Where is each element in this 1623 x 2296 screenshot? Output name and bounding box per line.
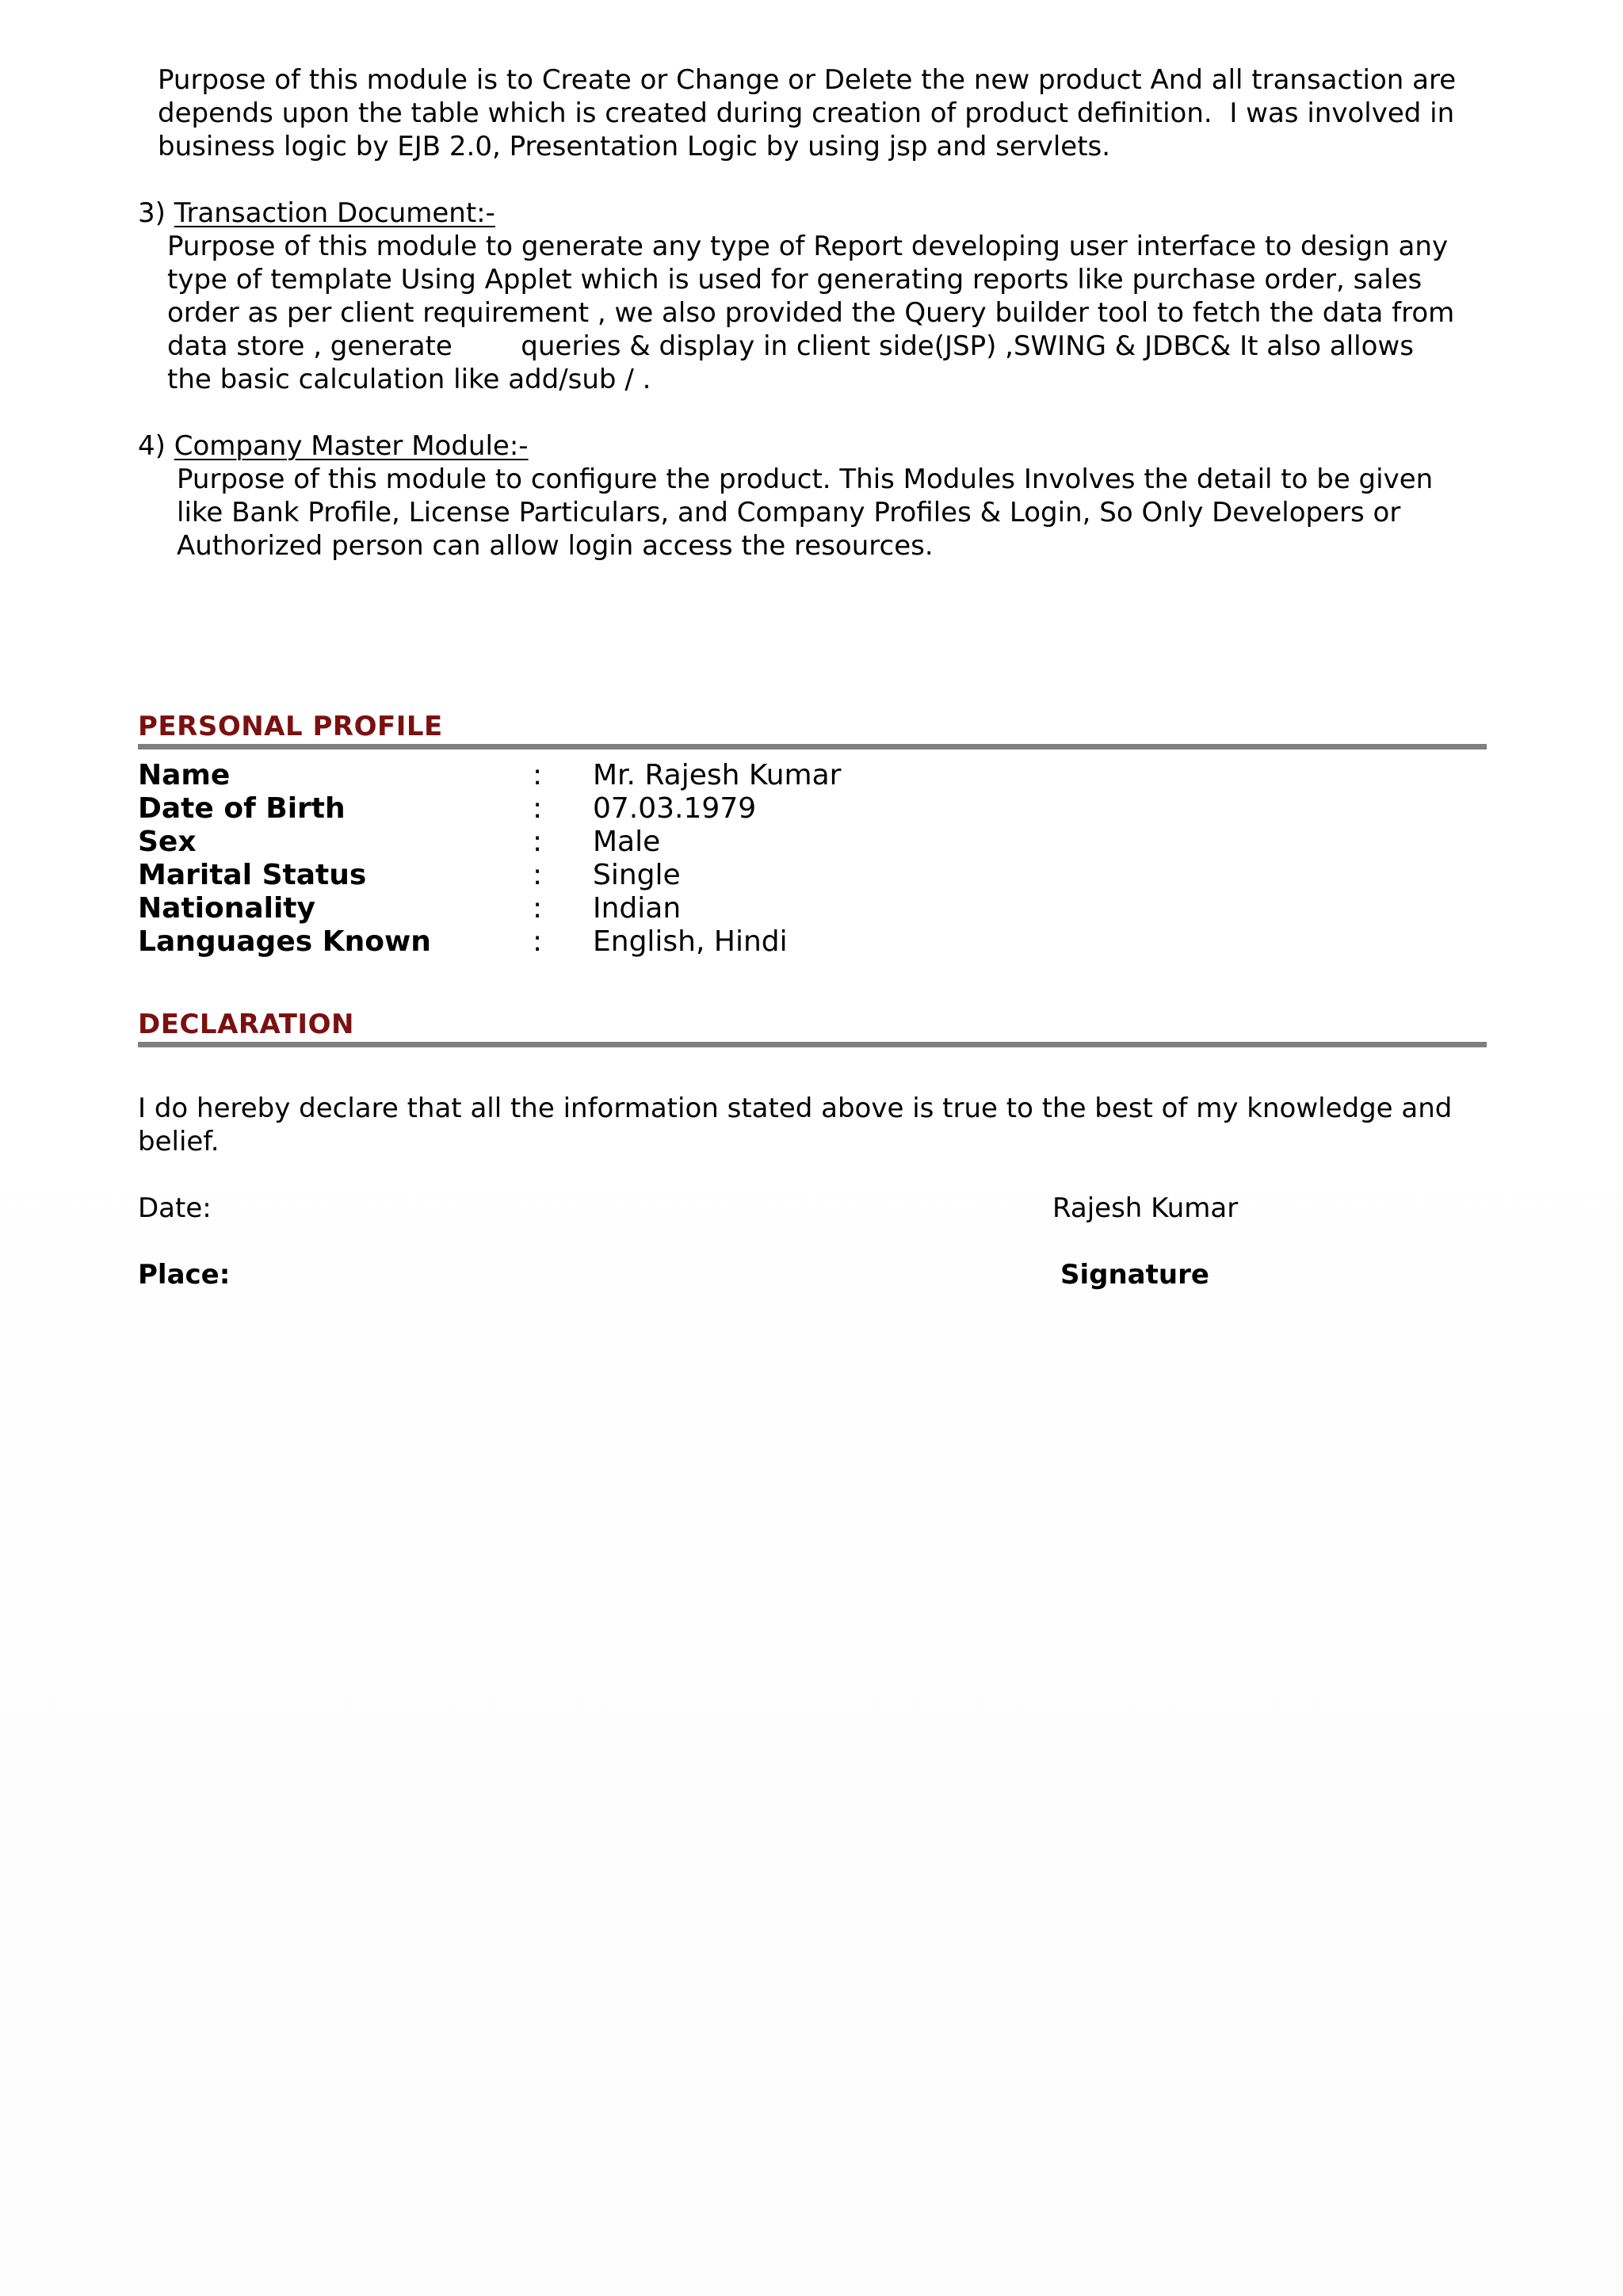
- profile-value: Single: [593, 859, 681, 891]
- module-4-number: 4): [138, 430, 174, 462]
- module-3-number: 3): [138, 197, 174, 229]
- profile-separator: :: [533, 759, 543, 791]
- module-4-heading: [138, 429, 529, 463]
- section-divider: [138, 744, 1487, 749]
- profile-value: Male: [593, 826, 661, 858]
- profile-label: Name: [138, 759, 231, 791]
- module-4-title: Company Master Module:-: [174, 430, 529, 462]
- profile-value: Mr. Rajesh Kumar: [593, 759, 842, 791]
- profile-label: Sex: [138, 826, 197, 858]
- date-label: Date:: [138, 1192, 212, 1224]
- profile-separator: :: [533, 925, 543, 958]
- paragraph-line: Purpose of this module is to Create or Change or Delete the new product And all transaction are: [158, 64, 1457, 96]
- profile-separator: :: [533, 892, 543, 925]
- profile-value: Indian: [593, 892, 682, 925]
- profile-separator: :: [533, 826, 543, 858]
- module-3-title: Transaction Document:-: [174, 197, 495, 229]
- profile-value: 07.03.1979: [593, 792, 757, 825]
- module-3-heading: [138, 196, 495, 230]
- paragraph-line: business logic by EJB 2.0, Presentation Logic by using jsp and servlets.: [158, 131, 1111, 162]
- profile-label: Nationality: [138, 892, 315, 925]
- section-divider: [138, 1042, 1487, 1047]
- paragraph-line: depends upon the table which is created during creation of product definition. I was involved in: [158, 97, 1455, 129]
- place-label: Place:: [138, 1259, 231, 1291]
- paragraph-line: order as per client requirement , we also provided the Query builder tool to fetch the data from: [167, 297, 1455, 329]
- personal-profile-heading: PERSONAL PROFILE: [138, 711, 443, 742]
- paragraph-line: Purpose of this module to generate any type of Report developing user interface to design any: [167, 231, 1449, 262]
- profile-separator: :: [533, 792, 543, 825]
- paragraph-line: Purpose of this module to configure the product. This Modules Involves the detail to be given: [177, 463, 1434, 495]
- profile-separator: :: [533, 859, 543, 891]
- profile-label: Marital Status: [138, 859, 367, 891]
- declaration-line: belief.: [138, 1126, 220, 1158]
- paragraph-line: type of template Using Applet which is used for generating reports like purchase order, sales: [167, 264, 1423, 296]
- declaration-line: I do hereby declare that all the information stated above is true to the best of my knowledge and: [138, 1093, 1453, 1124]
- paragraph-line: Authorized person can allow login access the resources.: [177, 530, 934, 562]
- paragraph-line: the basic calculation like add/sub / .: [167, 364, 651, 395]
- profile-label: Languages Known: [138, 925, 431, 958]
- paragraph-line: like Bank Profile, License Particulars, and Company Profiles & Login, So Only Developers or: [177, 497, 1401, 528]
- paragraph-line: data store , generate queries & display in client side(JSP) ,SWING & JDBC& It also allows: [167, 330, 1414, 362]
- declaration-heading: DECLARATION: [138, 1009, 354, 1040]
- profile-label: Date of Birth: [138, 792, 346, 825]
- signatory-name: Rajesh Kumar: [1052, 1192, 1239, 1224]
- signature-label: Signature: [1060, 1259, 1209, 1291]
- profile-value: English, Hindi: [593, 925, 788, 958]
